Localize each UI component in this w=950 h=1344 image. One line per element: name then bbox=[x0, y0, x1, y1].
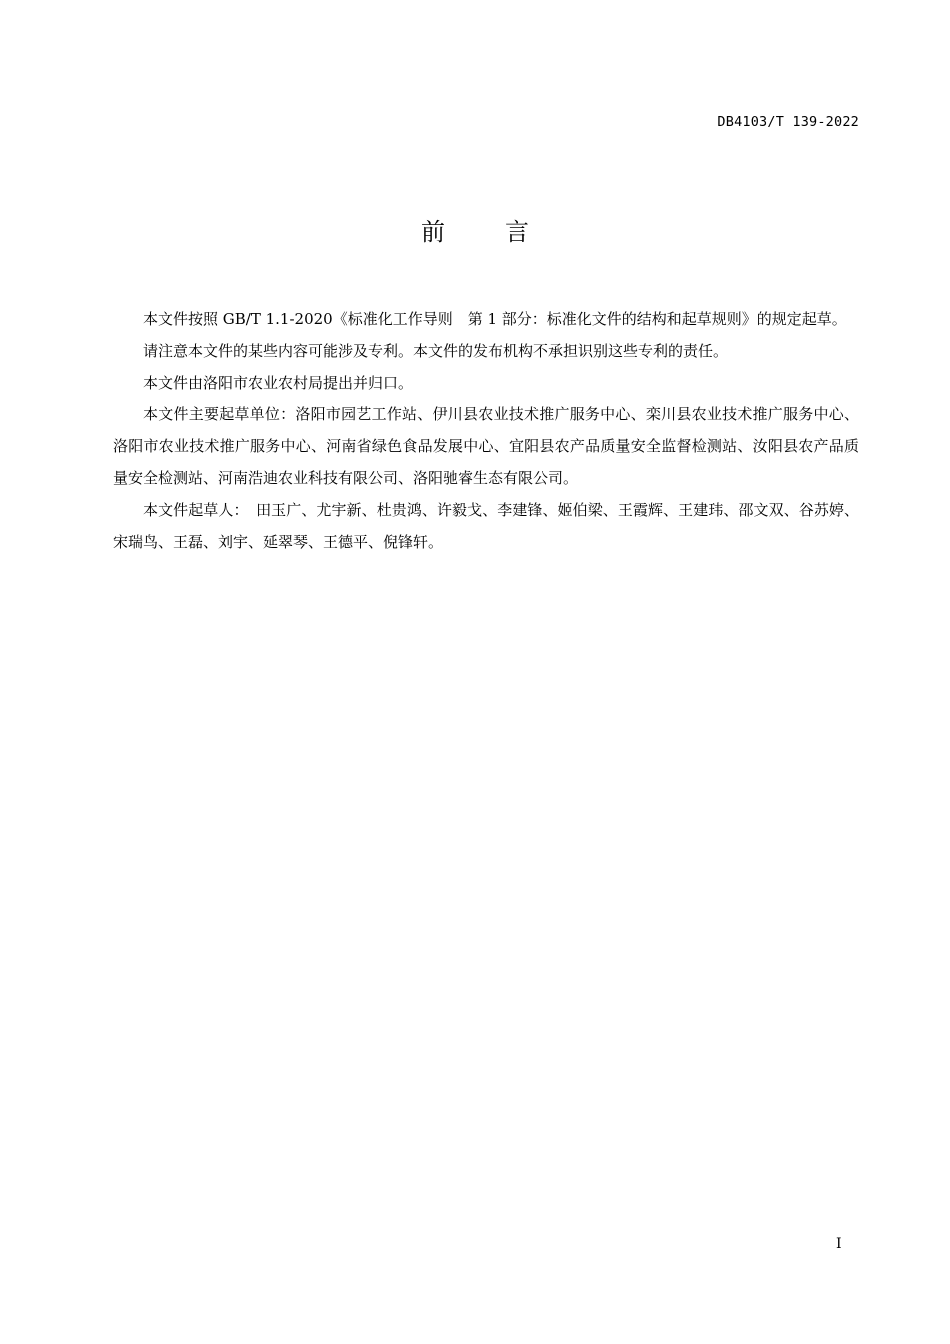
document-code: DB4103/T 139-2022 bbox=[717, 114, 859, 130]
paragraph-standard-basis: 本文件按照 GB/T 1.1-2020《标准化工作导则 第 1 部分：标准化文件的结构和起草规则》的规定起草。 bbox=[143, 310, 847, 328]
page-title: 前言 bbox=[421, 218, 589, 246]
paragraph-drafters: 本文件起草人： 田玉广、尤宇新、杜贵鸿、许毅戈、李建锋、姬伯梁、王霞辉、王建玮、邵文双、谷苏婷、宋瑞鸟、王磊、刘宇、延翠琴、王德平、倪锋轩。 bbox=[113, 500, 859, 551]
document-body bbox=[113, 304, 859, 558]
paragraph-drafting-units: 本文件主要起草单位：洛阳市园艺工作站、伊川县农业技术推广服务中心、栾川县农业技术推广服务中心、洛阳市农业技术推广服务中心、河南省绿色食品发展中心、宜阳县农产品质量安全监督检测站、汝阳县农产品质量安全检测站、河南浩迪农业科技有限公司、洛阳驰睿生态有限公司。 bbox=[113, 405, 859, 487]
page-number: I bbox=[836, 1236, 842, 1252]
paragraph-proposer: 本文件由洛阳市农业农村局提出并归口。 bbox=[143, 373, 414, 392]
paragraph-patent-notice: 请注意本文件的某些内容可能涉及专利。本文件的发布机构不承担识别这些专利的责任。 bbox=[143, 341, 729, 360]
